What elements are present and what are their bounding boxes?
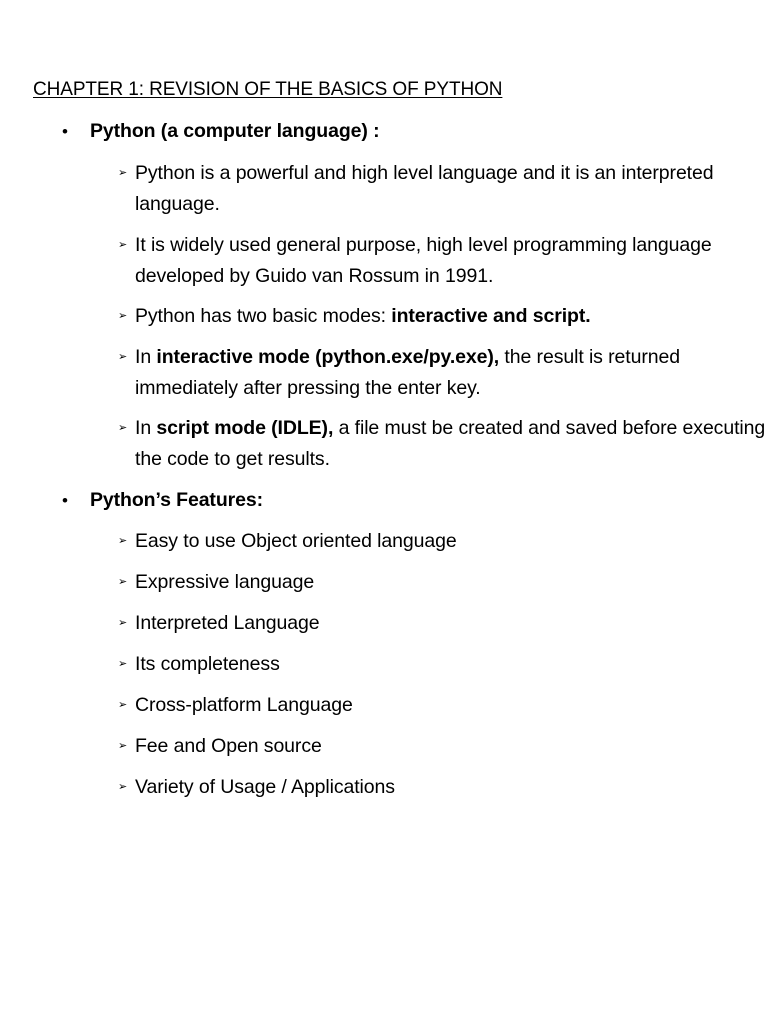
arrowhead-bullet-icon: ➢ xyxy=(118,422,128,434)
list-item xyxy=(118,158,768,220)
chapter-title: CHAPTER 1: REVISION OF THE BASICS OF PYTHON xyxy=(33,79,503,100)
list-item-text-plain: Python has two basic modes: xyxy=(135,305,392,327)
list-item-text: Its completeness xyxy=(135,653,280,675)
list-item xyxy=(118,649,768,680)
arrowhead-bullet-icon: ➢ xyxy=(118,617,128,629)
section-heading-python xyxy=(62,120,380,143)
list-item-text: Easy to use Object oriented language xyxy=(135,530,457,552)
arrowhead-bullet-icon: ➢ xyxy=(118,781,128,793)
list-item-text xyxy=(135,413,768,475)
list-item-text-plain: the result is returned immediately after pressing the enter key. xyxy=(135,346,680,399)
list-item-text-plain: a file must be created and saved before executing the code to get results. xyxy=(135,417,766,470)
list-item xyxy=(118,731,768,762)
list-item-text: Interpreted Language xyxy=(135,612,320,634)
list-item xyxy=(118,230,768,292)
list-item-text-bold: interactive mode (python.exe/py.exe), xyxy=(156,346,500,368)
list-item-text xyxy=(135,301,768,332)
list-item xyxy=(118,301,768,332)
list-item-text: Expressive language xyxy=(135,571,315,593)
arrowhead-bullet-icon: ➢ xyxy=(118,167,128,179)
arrowhead-bullet-icon: ➢ xyxy=(118,658,128,670)
arrowhead-bullet-icon: ➢ xyxy=(118,699,128,711)
list-item-text: Fee and Open source xyxy=(135,735,322,757)
arrowhead-bullet-icon: ➢ xyxy=(118,351,128,363)
list-item xyxy=(118,526,768,557)
list-item xyxy=(118,690,768,721)
list-item-text-plain: In xyxy=(135,417,157,439)
list-item xyxy=(118,567,768,598)
arrowhead-bullet-icon: ➢ xyxy=(118,310,128,322)
arrowhead-bullet-icon: ➢ xyxy=(118,576,128,588)
list-item-text-bold: interactive and script. xyxy=(391,305,591,327)
list-item-text-plain: In xyxy=(135,346,157,368)
list-item-text-bold: script mode (IDLE), xyxy=(156,417,334,439)
list-item xyxy=(118,772,768,803)
list-item xyxy=(118,413,768,475)
section-heading-label: Python’s Features: xyxy=(90,489,264,511)
bullet-dot-icon: • xyxy=(62,122,68,141)
list-item xyxy=(118,342,768,404)
arrowhead-bullet-icon: ➢ xyxy=(118,239,128,251)
arrowhead-bullet-icon: ➢ xyxy=(118,740,128,752)
section-heading-features xyxy=(62,489,263,512)
list-item xyxy=(118,608,768,639)
list-item-text xyxy=(135,342,768,404)
section-heading-label: Python (a computer language) : xyxy=(90,120,380,142)
list-item-text: Python is a powerful and high level language and it is an interpreted language. xyxy=(135,162,714,215)
arrowhead-bullet-icon: ➢ xyxy=(118,535,128,547)
list-item-text: It is widely used general purpose, high level programming language developed by Guido van Rossum in 1991. xyxy=(135,234,712,287)
bullet-dot-icon: • xyxy=(62,491,68,510)
list-item-text: Variety of Usage / Applications xyxy=(135,776,395,798)
list-item-text: Cross-platform Language xyxy=(135,694,353,716)
